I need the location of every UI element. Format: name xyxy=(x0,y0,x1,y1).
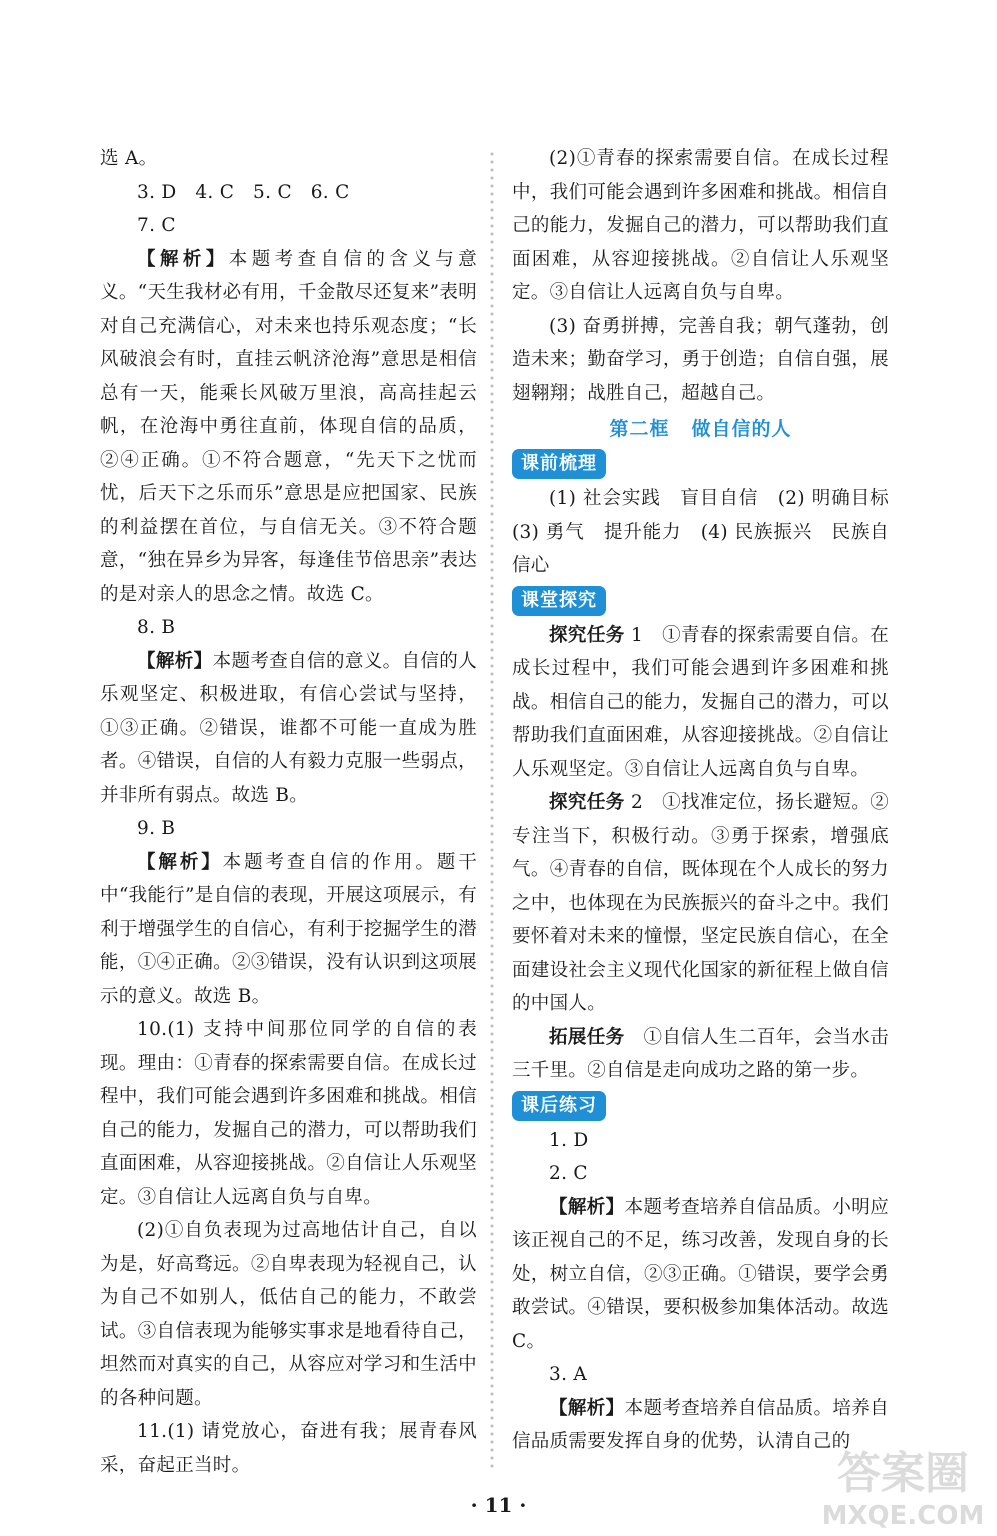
section-heading-number: 第二框 xyxy=(609,418,670,440)
paragraph: 2. C xyxy=(549,1163,588,1184)
paragraph: 10.(1) 支持中间那位同学的自信的表现。理由：①青春的探索需要自信。在成长过程中，我们可能会遇到许多困难和挑战。相信自己的能力，发掘自己的潜力，可以帮助我们直面困难，从容迎接挑战。②自信让人乐观坚定。③自信让人远离自负与自卑。 xyxy=(100,1019,477,1208)
paragraph: (2)①青春的探索需要自信。在成长过程中，我们可能会遇到许多困难和挑战。相信自己的能力，发掘自己的潜力，可以帮助我们直面困难，从容迎接挑战。②自信让人乐观坚定。③自信让人远离自负与自卑。 xyxy=(512,148,889,303)
explanation-paragraph xyxy=(512,1191,889,1359)
page-number: · 11 · xyxy=(470,1493,527,1517)
explanation-text: 本题考查自信的含义与意义。“天生我材必有用，千金散尽还复来”表明对自己充满信心，对未来也持乐观态度；“长风破浪会有时，直挂云帆济沧海”意思是相信总有一天，能乘长风破万里浪，高高挂起云帆，在沧海中勇往直前，体现自信的品质，②④正确。①不符合题意，“先天下之忧而忧，后天下之乐而乐”意思是应把国家、民族的利益摆在首位，与自信无关。③不符合题意，“独在异乡为异客，每逢佳节倍思亲”表达的是对亲人的思念之情。故选 C。 xyxy=(100,248,477,605)
section-heading xyxy=(512,412,889,446)
paragraph: 11.(1) 请党放心，奋进有我；展青春风采，奋起正当时。 xyxy=(100,1421,477,1476)
explanation-text: 本题考查自信的作用。题干中“我能行”是自信的表现，开展这项展示，有利于增强学生的自信心，有利于挖掘学生的潜能，①④正确。②③错误，没有认识到这项展示的意义。故选 B。 xyxy=(100,851,477,1007)
explanation-label: 【解析】 xyxy=(549,1196,625,1218)
section-tag-after-class: 课后练习 xyxy=(512,1091,606,1121)
paragraph: 1. D xyxy=(549,1129,589,1151)
explanation-label: 【解析】 xyxy=(137,851,223,873)
explanation-text: 本题考查培养自信品质。培养自信品质需要发挥自身的优势，认清自己的 xyxy=(512,1397,889,1452)
paragraph: 选 A。 xyxy=(100,148,158,169)
explanation-paragraph xyxy=(100,645,477,813)
task-label: 探究任务 xyxy=(549,624,625,646)
paragraph: (1) 社会实践 盲目自信 (2) 明确目标 (3) 勇气 提升能力 (4) 民族振兴 民族自信心 xyxy=(512,488,908,576)
explanation-text: 本题考查培养自信品质。小明应该正视自己的不足，练习改善，发现自身的长处，树立自信，②③正确。①错误，要学会勇敢尝试。④错误，要积极参加集体活动。故选 C。 xyxy=(512,1196,889,1352)
section-tag-pre-class: 课前梳理 xyxy=(512,449,606,479)
explanation-text: 本题考查自信的意义。自信的人乐观坚定、积极进取，有信心尝试与坚持，①③正确。②错误，谁都不可能一直成为胜者。④错误，自信的人有毅力克服一些弱点，并非所有弱点。故选 B。 xyxy=(100,650,477,806)
paragraph: 7. C xyxy=(137,215,176,236)
task-paragraph: 拓展任务 ①自信人生二百年，会当水击三千里。②自信是走向成功之路的第一步。 xyxy=(512,1026,889,1081)
paragraph: (3) 奋勇拼搏，完善自我；朝气蓬勃，创造未来；勤奋学习，勇于创造；自信自强，展翅翱翔；战胜自己，超越自己。 xyxy=(512,315,889,404)
paragraph: 3. A xyxy=(549,1364,588,1385)
explanation-paragraph xyxy=(100,243,477,612)
explanation-label: 【解析】 xyxy=(137,248,229,270)
task-label: 探究任务 xyxy=(549,792,625,813)
left-column xyxy=(100,142,477,1482)
watermark-text: 答案圈 xyxy=(837,1448,969,1499)
task-paragraph: 探究任务 2 ①找准定位，扬长避短。②专注当下，积极行动。③勇于探索，增强底气。④青春的自信，既体现在个人成长的努力之中，也体现在为民族振兴的奋斗之中。我们要怀着对未来的憧憬，坚定民族自信心，在全面建设社会主义现代化国家的新征程上做自信的中国人。 xyxy=(512,792,889,1014)
paragraph: 9. B xyxy=(137,818,176,839)
watermark-url: MXQE.COM xyxy=(821,1501,985,1531)
explanation-label: 【解析】 xyxy=(137,650,213,672)
section-heading-title: 做自信的人 xyxy=(691,418,792,440)
watermark-logo xyxy=(818,1440,988,1532)
paragraph: (2)①自负表现为过高地估计自己，自以为是，好高骛远。②自卑表现为轻视自己，认为自己不如别人，低估自己的能力，不敢尝试。③自信表现为能够实事求是地看待自己，坦然而对真实的自己，从容应对学习和生活中的各种问题。 xyxy=(100,1220,477,1409)
task-paragraph: 探究任务 1 ①青春的探索需要自信。在成长过程中，我们可能会遇到许多困难和挑战。相信自己的能力，发掘自己的潜力，可以帮助我们直面困难，从容迎接挑战。②自信让人乐观坚定。③自信让人远离自负与自卑。 xyxy=(512,624,889,780)
column-divider xyxy=(489,150,495,1470)
section-tag-in-class: 课堂探究 xyxy=(512,586,606,616)
task-label: 拓展任务 xyxy=(549,1026,625,1048)
explanation-paragraph xyxy=(100,846,477,1014)
paragraph: 3. D 4. C 5. C 6. C xyxy=(137,181,350,203)
explanation-label: 【解析】 xyxy=(549,1397,625,1419)
paragraph: 8. B xyxy=(137,617,176,638)
right-column xyxy=(512,142,908,1459)
